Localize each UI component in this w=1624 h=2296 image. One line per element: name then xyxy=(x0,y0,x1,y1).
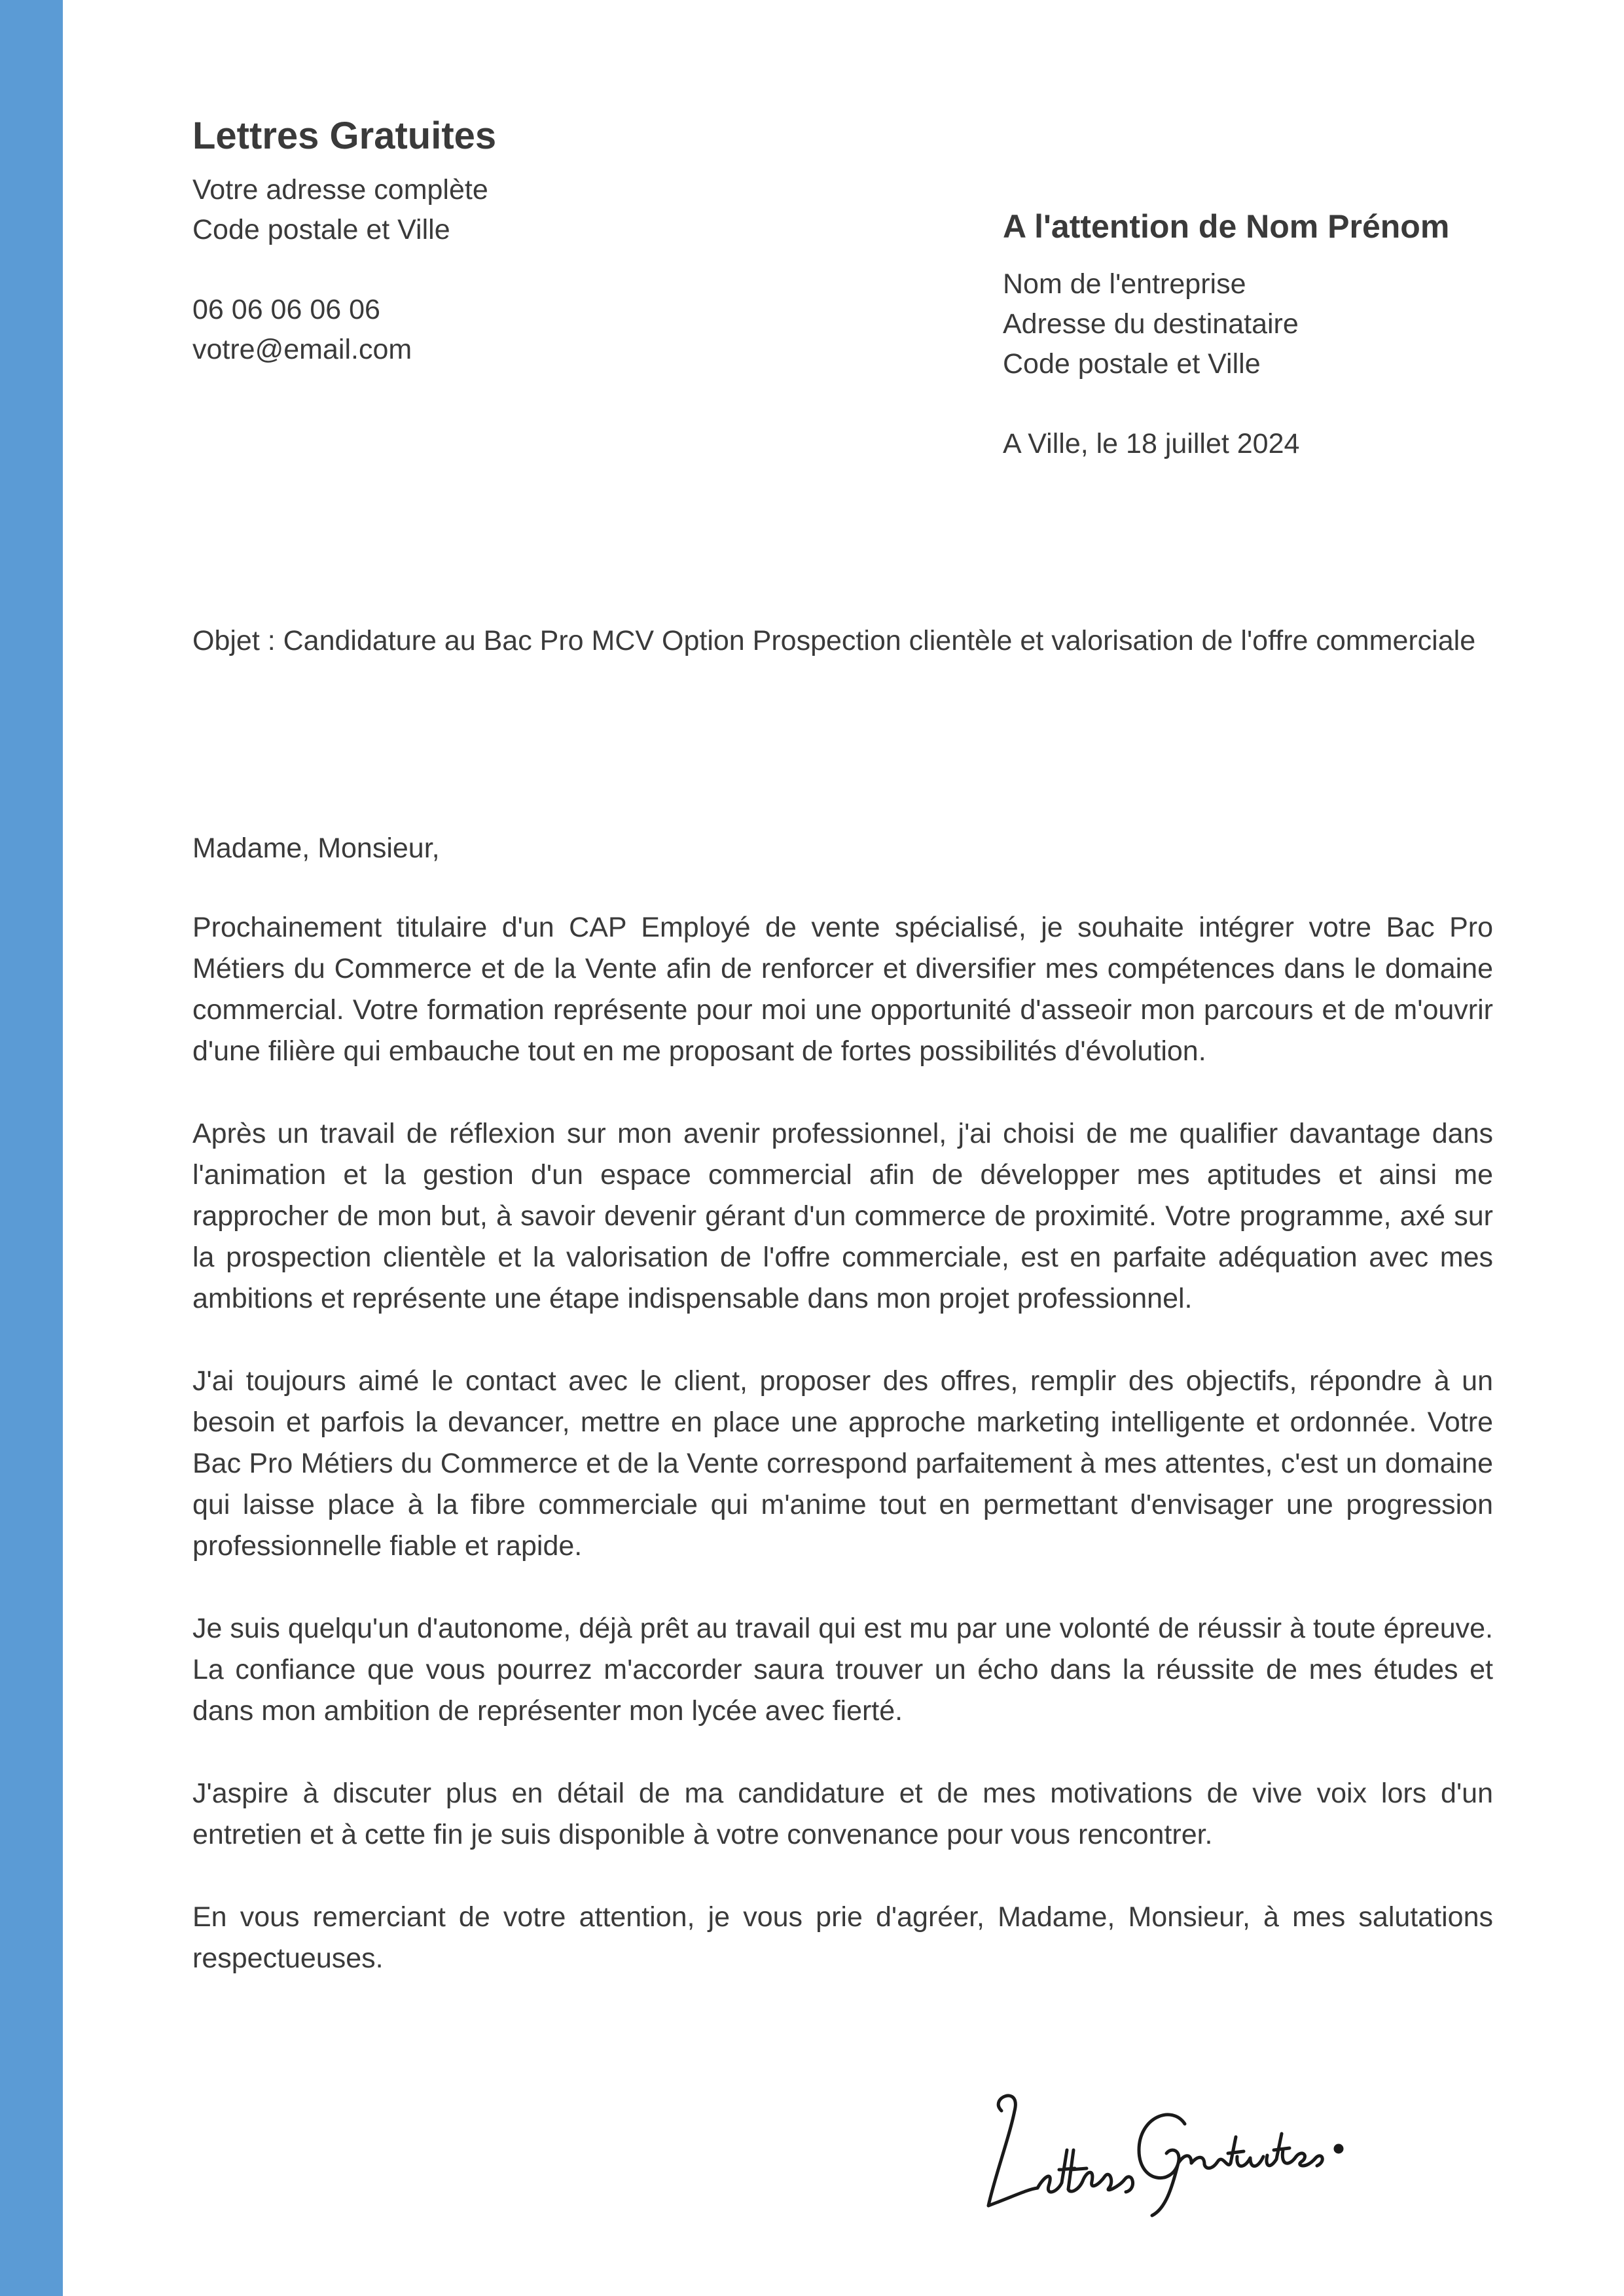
body-paragraph: J'aspire à discuter plus en détail de ma candidature et de mes motivations de vive voix lors d'un entretien et à cette fin je suis disponible à votre convenance pour vous rencontrer. xyxy=(192,1778,1493,1850)
sender-block xyxy=(192,111,782,370)
letter-body xyxy=(192,907,1493,2020)
sender-email: votre@email.com xyxy=(192,334,412,365)
letter-date: A Ville, le 18 juillet 2024 xyxy=(1003,428,1300,459)
recipient-address: Adresse du destinataire xyxy=(1003,308,1299,340)
left-accent-bar xyxy=(0,0,63,2296)
body-paragraph: J'ai toujours aimé le contact avec le client, proposer des offres, remplir des objectifs, répondre à un besoin et parfois la devancer, mettre en place une approche marketing intelligente et ordonnée. Votre Bac Pro Métiers du Commerce et de la Vente correspond parfaitement à mes attentes, c'est un domaine qui laisse place à la fibre commerciale qui m'anime tout en permettant d'envisager une progression professionnelle fiable et rapide. xyxy=(192,1365,1493,1562)
recipient-attention: A l'attention de Nom Prénom xyxy=(1003,208,1450,245)
body-paragraph: En vous remerciant de votre attention, je vous prie d'agréer, Madame, Monsieur, à mes salutations respectueuses. xyxy=(192,1901,1493,1974)
body-paragraph: Après un travail de réflexion sur mon avenir professionnel, j'ai choisi de me qualifier davantage dans l'animation et la gestion d'un espace commercial afin de développer mes aptitudes et ainsi me rapprocher de mon but, à savoir devenir gérant d'un commerce de proximité. Votre programme, axé sur la prospection clientèle et la valorisation de l'offre commerciale, est en parfaite adéquation avec mes ambitions et représente une étape indispensable dans mon projet professionnel. xyxy=(192,1118,1493,1314)
sender-address: Votre adresse complète xyxy=(192,174,488,206)
handwritten-signature xyxy=(975,2072,1368,2222)
recipient-block xyxy=(1003,204,1566,464)
spacer xyxy=(192,250,782,290)
sender-city: Code postale et Ville xyxy=(192,214,450,245)
recipient-company: Nom de l'entreprise xyxy=(1003,268,1246,300)
sender-name: Lettres Gratuites xyxy=(192,115,497,157)
signature-drawing xyxy=(975,2072,1368,2222)
letter-salutation: Madame, Monsieur, xyxy=(192,833,440,864)
spacer xyxy=(1003,384,1566,424)
body-paragraph: Je suis quelqu'un d'autonome, déjà prêt au travail qui est mu par une volonté de réussir à toute épreuve. La confiance que vous pourrez m'accorder saura trouver un écho dans la réussite de mes études et dans mon ambition de représenter mon lycée avec fierté. xyxy=(192,1613,1493,1727)
body-paragraph: Prochainement titulaire d'un CAP Employé de vente spécialisé, je souhaite intégrer votre Bac Pro Métiers du Commerce et de la Vente afin de renforcer et diversifier mes compétences dans le domaine commercial. Votre formation représente pour moi une opportunité d'asseoir mon parcours et de m'ouvrir d'une filière qui embauche tout en me proposant de fortes possibilités d'évolution. xyxy=(192,912,1493,1067)
sender-phone: 06 06 06 06 06 xyxy=(192,294,380,325)
recipient-city: Code postale et Ville xyxy=(1003,348,1261,380)
letter-object: Objet : Candidature au Bac Pro MCV Option Prospection clientèle et valorisation de l'offre commerciale xyxy=(192,625,1476,656)
